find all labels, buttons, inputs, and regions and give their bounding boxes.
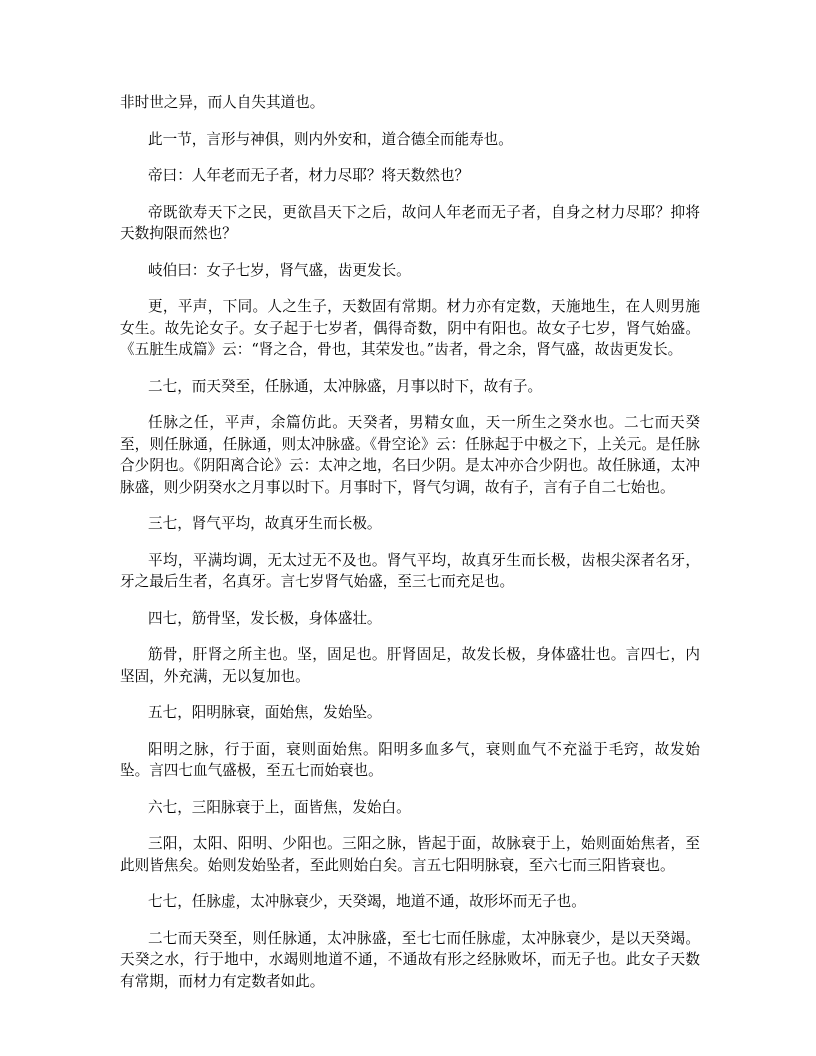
commentary-paragraph: 阳明之脉，行于面，衰则面始焦。阳明多血多气，衰则血气不充溢于毛窍，故发始坠。言四七血气盛极，至五七而始衰也。 [120, 740, 700, 779]
document-body [120, 92, 700, 1007]
commentary-paragraph: 二七而天癸至，则任脉通，太冲脉盛，至七七而任脉虚，太冲脉衰少，是以天癸竭。天癸之水，行于地中，水竭则地道不通，不通故有形之经脉败坏，而无子也。此女子天数有常期，而材力有定数者如此。 [120, 929, 700, 990]
scripture-paragraph: 三七，肾气平均，故真牙生而长极。 [148, 515, 382, 532]
scripture-paragraph: 五七，阳明脉衰，面始焦，发始坠。 [148, 704, 382, 721]
scripture-paragraph: 六七，三阳脉衰于上，面皆焦，发始白。 [148, 798, 411, 816]
scripture-paragraph: 七七，任脉虚，太冲脉衰少，天癸竭，地道不通，故形坏而无子也。 [148, 893, 586, 910]
commentary-paragraph: 任脉之任，平声，余篇仿此。天癸者，男精女血，天一所生之癸水也。二七而天癸至，则任脉通，任脉通，则太冲脉盛。《骨空论》云：任脉起于中极之下，上关元。是任脉合少阴也。《阴阳离合论》云：太冲之地，名曰少阴。是太冲亦合少阴也。故任脉通，太冲脉盛，则少阴癸水之月事以时下。月事时下，肾气匀调，故有子，言有子自二七始也。 [120, 414, 700, 496]
commentary-paragraph: 帝既欲寿天下之民，更欲昌天下之后，故问人年老而无子者，自身之材力尽耶？抑将天数拘限而然也？ [120, 203, 700, 242]
paragraph-continuation: 非时世之异，而人自失其道也。 [120, 94, 325, 111]
commentary-paragraph: 筋骨，肝肾之所主也。坚，固足也。肝肾固足，故发长极，身体盛壮也。言四七，内坚固，外充满，无以复加也。 [120, 646, 700, 685]
commentary-paragraph: 更，平声，下同。人之生子，天数固有常期。材力亦有定数，天施地生，在人则男施女生。故先论女子。女子起于七岁者，偶得奇数，阴中有阳也。故女子七岁，肾气始盛。《五脏生成篇》云：“肾之合，骨也，其荣发也。”齿者，骨之余，肾气盛，故齿更发长。 [120, 298, 700, 358]
scripture-paragraph: 岐伯曰：女子七岁，肾气盛，齿更发长。 [148, 261, 411, 279]
scripture-paragraph: 二七，而天癸至，任脉通，太冲脉盛，月事以时下，故有子。 [148, 377, 543, 395]
scripture-paragraph: 四七，筋骨坚，发长极，身体盛壮。 [148, 609, 382, 627]
commentary-paragraph: 此一节，言形与神俱，则内外安和，道合德全而能寿也。 [148, 130, 513, 148]
scripture-paragraph: 帝曰：人年老而无子者，材力尽耶？将天数然也？ [148, 167, 470, 184]
commentary-paragraph: 平均，平满均调，无太过无不及也。肾气平均，故真牙生而长极，齿根尖深者名牙，牙之最后生者，名真牙。言七岁肾气始盛，至三七而充足也。 [120, 551, 700, 590]
commentary-paragraph: 三阳，太阳、阳明、少阳也。三阳之脉，皆起于面，故脉衰于上，始则面始焦者，至此则皆焦矣。始则发始坠者，至此则始白矣。言五七阳明脉衰，至六七而三阳皆衰也。 [120, 835, 700, 874]
